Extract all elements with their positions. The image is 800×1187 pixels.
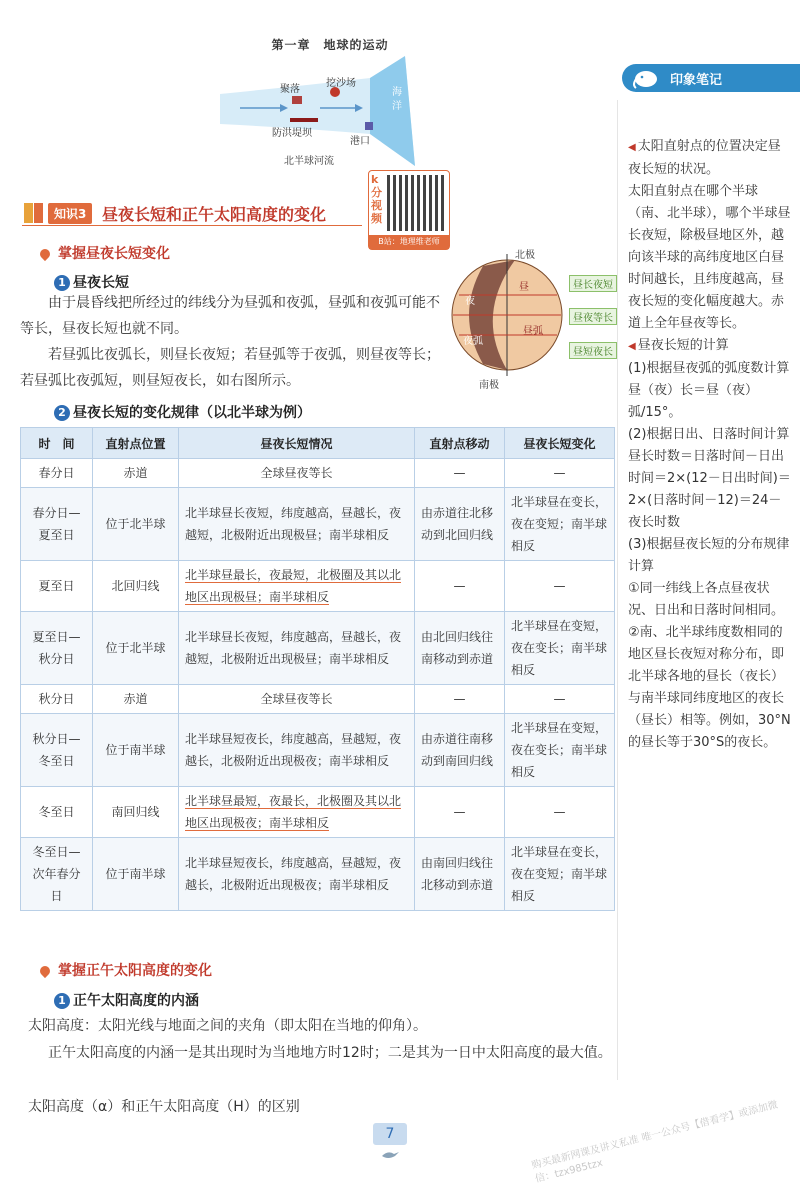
globe-day: 昼	[519, 282, 529, 293]
cell-movement: —	[415, 561, 505, 612]
globe-day-arc: 昼弧	[523, 326, 543, 337]
label-river: 北半球河流	[284, 156, 334, 167]
part2-para2: 正午太阳高度的内涵一是其出现时为当地地方时12时；二是其为一日中太阳高度的最大值。	[48, 1045, 612, 1061]
cell-position: 位于南半球	[93, 838, 179, 911]
globe-night-arc: 夜弧	[463, 336, 483, 347]
book-icon	[22, 200, 46, 226]
leaf-bullet-icon	[38, 247, 52, 261]
cell-time: 冬至日	[21, 787, 93, 838]
underlined-status: 北半球昼最短，夜最长，北极圈及其以北地区出现极夜；南半球相反	[185, 794, 402, 830]
cell-change: 北半球昼在变长，夜在变短；南半球相反	[505, 838, 615, 911]
label-sea: 海洋	[392, 87, 402, 112]
part1-sub1-title: 昼夜长短	[73, 275, 129, 291]
page-number: 7	[373, 1123, 407, 1145]
cell-position: 北回归线	[93, 561, 179, 612]
tag-equal: 昼夜等长	[569, 308, 617, 325]
part1-heading-text: 掌握昼夜长短变化	[58, 246, 170, 262]
cell-position: 位于南半球	[93, 714, 179, 787]
cell-change: —	[505, 787, 615, 838]
cell-position: 赤道	[93, 459, 179, 488]
cell-change: 北半球昼在变长，夜在变短；南半球相反	[505, 488, 615, 561]
part1-para2: 若昼弧比夜弧长，则昼长夜短；若昼弧等于夜弧，则昼夜等长；若昼弧比夜弧短，则昼短夜长，如右图所示。	[20, 347, 440, 389]
qr-footer: B站：地理维老师	[369, 235, 449, 249]
cell-status: 北半球昼短夜长，纬度越高，昼越短，夜越长，北极附近出现极夜；南半球相反	[179, 714, 415, 787]
section-divider	[22, 225, 362, 226]
label-port: 港口	[350, 136, 370, 147]
day-night-table	[20, 427, 615, 911]
part1-sub2	[54, 402, 311, 422]
note2-line3: (2)根据日出、日落时间计算	[628, 427, 790, 442]
triangle-bullet-icon: ◀	[628, 341, 636, 352]
table-row	[21, 612, 615, 685]
number-badge: 1	[54, 993, 70, 1009]
section-title: 昼夜长短和正午太阳高度的变化	[102, 205, 327, 224]
cell-change: —	[505, 685, 615, 714]
table-row	[21, 685, 615, 714]
table-row	[21, 714, 615, 787]
cell-status: 北半球昼短夜长，纬度越高，昼越短，夜越长，北极附近出现极夜；南半球相反	[179, 838, 415, 911]
header-time: 时 间	[21, 428, 93, 459]
cell-change: —	[505, 561, 615, 612]
cell-movement: 由南回归线往北移动到赤道	[415, 838, 505, 911]
note2-line6: ①同一纬线上各点昼夜状况、日出和日落时间相同。	[628, 581, 785, 618]
cell-time: 秋分日—冬至日	[21, 714, 93, 787]
part2-heading-text: 掌握正午太阳高度的变化	[58, 963, 212, 979]
triangle-bullet-icon: ◀	[628, 142, 636, 153]
cell-position: 位于北半球	[93, 612, 179, 685]
label-sandpit: 挖沙场	[326, 78, 356, 89]
part1-para1: 由于晨昏线把所经过的纬线分为昼弧和夜弧，昼弧和夜弧可能不等长，昼夜长短也就不同。	[20, 295, 440, 337]
cell-position: 赤道	[93, 685, 179, 714]
cell-status: 全球昼夜等长	[179, 685, 415, 714]
table-header-row	[21, 428, 615, 459]
notes-body	[628, 136, 792, 754]
section-title-bar	[22, 200, 362, 226]
cell-status: 北半球昼长夜短，纬度越高，昼越长，夜越短，北极附近出现极昼；南半球相反	[179, 612, 415, 685]
cell-change: 北半球昼在变短，夜在变长；南半球相反	[505, 714, 615, 787]
tag-day-long: 昼长夜短	[569, 275, 617, 292]
leaf-bullet-icon	[38, 964, 52, 978]
label-settlement: 聚落	[280, 84, 300, 95]
part2-para3: 太阳高度（α）和正午太阳高度（H）的区别	[28, 1099, 300, 1115]
qr-side-label	[371, 173, 385, 225]
cell-position: 南回归线	[93, 787, 179, 838]
underlined-status: 北半球昼最长，夜最短，北极圈及其以北地区出现极昼；南半球相反	[185, 568, 402, 604]
table-row	[21, 561, 615, 612]
note1-title: 太阳直射点的位置决定昼夜长短的状况。	[628, 139, 781, 177]
part2-para1: 太阳高度：太阳光线与地面之间的夹角（即太阳在当地的仰角）。	[28, 1018, 427, 1034]
cell-change: 北半球昼在变短，夜在变长；南半球相反	[505, 612, 615, 685]
note2-line1: (1)根据昼夜弧的弧度数计算	[628, 361, 790, 376]
cell-time: 春分日	[21, 459, 93, 488]
tag-day-short: 昼短夜长	[569, 342, 617, 359]
note2-line4: 昼长时数＝日落时间－日出时间＝2×(12－日出时间)＝2×(日落时间－12)＝24－夜长时数	[628, 449, 791, 530]
cell-movement: 由赤道往北移动到北回归线	[415, 488, 505, 561]
number-badge: 2	[54, 405, 70, 421]
part1-sub1	[54, 272, 129, 292]
note1-body: 太阳直射点在哪个半球（南、北半球），哪个半球昼长夜短，除极昼地区外，越向该半球的高纬度地区白昼时间越长，且纬度越高，昼夜长短的变化幅度越大。赤道上全年昼夜等长。	[628, 184, 791, 331]
globe-north: 北极	[515, 250, 535, 261]
chapter-title: 第一章 地球的运动	[271, 38, 389, 52]
table-row	[21, 838, 615, 911]
cell-movement: 由赤道往南移动到南回归线	[415, 714, 505, 787]
note2-title: 昼夜长短的计算	[637, 338, 729, 353]
part1-heading	[40, 243, 170, 263]
note2-line5: (3)根据昼夜长短的分布规律计算	[628, 537, 790, 574]
bird-icon	[380, 1148, 400, 1160]
header-change: 昼夜长短变化	[505, 428, 615, 459]
elephant-icon	[630, 67, 662, 89]
header-position: 直射点位置	[93, 428, 179, 459]
globe-south: 南极	[479, 380, 499, 391]
part2-sub1-title: 正午太阳高度的内涵	[73, 993, 199, 1009]
cell-movement: —	[415, 459, 505, 488]
qr-side-text: 分视频	[371, 186, 382, 225]
river-diagram	[220, 56, 420, 166]
watermark: 购买最新网课及讲义私准 唯一公众号【借看学】或添加微信：tzx985tzx	[530, 1099, 780, 1186]
cell-status	[179, 561, 415, 612]
note2-line2: 昼（夜）长＝昼（夜）弧/15°。	[628, 383, 759, 420]
qr-code-icon	[387, 175, 445, 231]
header-movement: 直射点移动	[415, 428, 505, 459]
qr-k-glyph: k	[371, 173, 379, 186]
note2-line7: ②南、北半球纬度数相同的地区昼长夜短对称分布，即北半球各地的昼长（夜长）与南半球同纬度地区的夜长（昼长）相等。例如，30°N的昼长等于30°S的夜长。	[628, 625, 791, 750]
cell-change: —	[505, 459, 615, 488]
cell-movement: —	[415, 787, 505, 838]
section-tag: 知识3	[48, 203, 92, 224]
notes-title: 印象笔记	[670, 73, 723, 88]
cell-time: 秋分日	[21, 685, 93, 714]
cell-time: 夏至日—秋分日	[21, 612, 93, 685]
cell-status: 北半球昼长夜短，纬度越高，昼越长，夜越短，北极附近出现极昼；南半球相反	[179, 488, 415, 561]
notes-header	[622, 64, 800, 92]
note2-title-line	[628, 335, 792, 358]
globe-night: 夜	[465, 296, 475, 307]
video-qr-code[interactable]	[368, 170, 450, 250]
part2-heading	[40, 960, 212, 980]
cell-time: 春分日—夏至日	[21, 488, 93, 561]
header-status: 昼夜长短情况	[179, 428, 415, 459]
table-row	[21, 459, 615, 488]
cell-position: 位于北半球	[93, 488, 179, 561]
table-row	[21, 488, 615, 561]
part1-sub2-title: 昼夜长短的变化规律（以北半球为例）	[73, 405, 311, 421]
globe-figure	[445, 240, 615, 390]
cell-status	[179, 787, 415, 838]
sidebar-divider	[617, 100, 618, 1080]
part2-sub1	[54, 990, 199, 1010]
river-diagram-graphic	[220, 56, 420, 166]
cell-status: 全球昼夜等长	[179, 459, 415, 488]
cell-movement: —	[415, 685, 505, 714]
note1-title-line	[628, 136, 792, 181]
cell-time: 冬至日—次年春分日	[21, 838, 93, 911]
cell-time: 夏至日	[21, 561, 93, 612]
label-levee: 防洪堤坝	[272, 128, 312, 139]
cell-movement: 由北回归线往南移动到赤道	[415, 612, 505, 685]
number-badge: 1	[54, 275, 70, 291]
table-row	[21, 787, 615, 838]
